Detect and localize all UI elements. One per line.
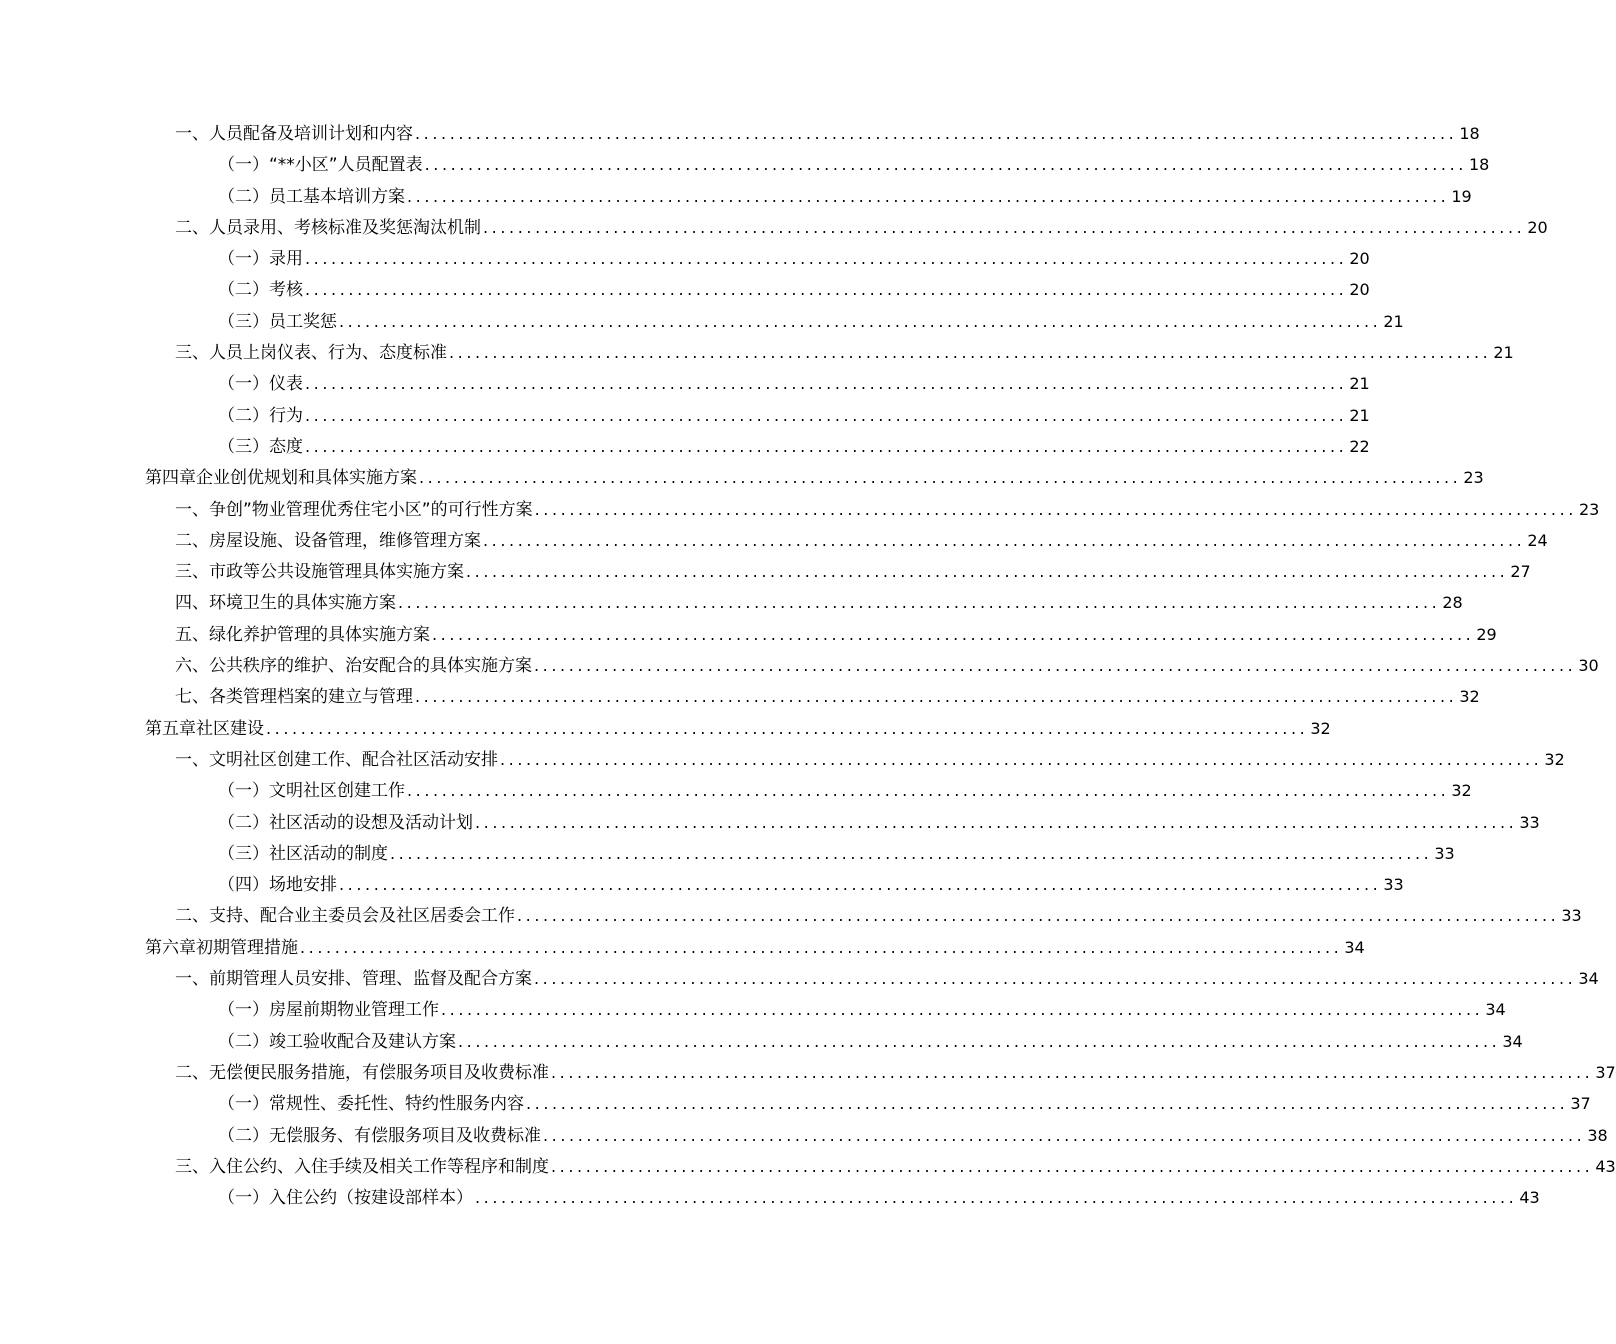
toc-entry[interactable] bbox=[0, 869, 1404, 900]
toc-dot-leader: ........................................................................................................................ bbox=[475, 1188, 1518, 1208]
toc-entry-title: （二）社区活动的设想及活动计划 bbox=[218, 812, 473, 833]
toc-entry[interactable] bbox=[0, 1026, 1523, 1057]
toc-entry[interactable] bbox=[0, 212, 1548, 243]
toc-entry-title: 一、前期管理人员安排、管理、监督及配合方案 bbox=[175, 969, 532, 990]
toc-entry-title: 二、无偿便民服务措施，有偿服务项目及收费标准 bbox=[175, 1062, 549, 1083]
toc-dot-leader: ........................................................................................................................ bbox=[407, 781, 1450, 801]
toc-entry-page-number: 34 bbox=[1344, 937, 1365, 957]
toc-entry-page-number: 21 bbox=[1349, 374, 1370, 394]
toc-dot-leader: ........................................................................................................................ bbox=[449, 343, 1492, 363]
toc-dot-leader: ........................................................................................................................ bbox=[305, 280, 1348, 300]
toc-entry[interactable] bbox=[0, 243, 1370, 274]
toc-dot-leader: ........................................................................................................................ bbox=[483, 530, 1526, 550]
toc-entry-page-number: 33 bbox=[1383, 875, 1404, 895]
toc-entry-title: （二）行为 bbox=[218, 405, 303, 426]
toc-entry-title: （三）员工奖惩 bbox=[218, 311, 337, 332]
toc-dot-leader: ........................................................................................................................ bbox=[526, 1094, 1569, 1114]
toc-entry-page-number: 32 bbox=[1310, 718, 1331, 738]
toc-dot-leader: ........................................................................................................................ bbox=[534, 969, 1577, 989]
toc-entry-title: （一）常规性、委托性、特约性服务内容 bbox=[218, 1094, 524, 1115]
table-of-contents bbox=[0, 118, 1616, 1213]
toc-dot-leader: ........................................................................................................................ bbox=[551, 1062, 1594, 1082]
toc-entry-page-number: 19 bbox=[1451, 186, 1472, 206]
toc-entry-page-number: 21 bbox=[1349, 405, 1370, 425]
toc-entry-title: （二）员工基本培训方案 bbox=[218, 186, 405, 207]
toc-entry-page-number: 27 bbox=[1510, 562, 1531, 582]
toc-entry[interactable] bbox=[0, 1151, 1616, 1182]
toc-entry-title: （一）仪表 bbox=[218, 374, 303, 395]
toc-entry-page-number: 18 bbox=[1459, 124, 1480, 143]
toc-entry[interactable] bbox=[0, 775, 1472, 806]
toc-dot-leader: ........................................................................................................................ bbox=[419, 468, 1462, 488]
toc-entry[interactable] bbox=[0, 149, 1490, 180]
toc-entry-page-number: 32 bbox=[1451, 781, 1472, 801]
toc-entry[interactable] bbox=[0, 368, 1370, 399]
toc-entry-title: 五、绿化养护管理的具体实施方案 bbox=[175, 624, 430, 645]
toc-entry-title: 二、房屋设施、设备管理，维修管理方案 bbox=[175, 530, 481, 551]
toc-entry-title: （二）竣工验收配合及建认方案 bbox=[218, 1031, 456, 1052]
toc-dot-leader: ........................................................................................................................ bbox=[466, 562, 1509, 582]
toc-entry[interactable] bbox=[0, 337, 1514, 368]
toc-dot-leader: ........................................................................................................................ bbox=[415, 687, 1458, 707]
toc-dot-leader: ........................................................................................................................ bbox=[415, 124, 1458, 143]
toc-dot-leader: ........................................................................................................................ bbox=[305, 249, 1348, 269]
toc-dot-leader: ........................................................................................................................ bbox=[305, 405, 1348, 425]
toc-entry-title: （一）房屋前期物业管理工作 bbox=[218, 1000, 439, 1021]
toc-entry[interactable] bbox=[0, 1057, 1616, 1088]
toc-dot-leader: ........................................................................................................................ bbox=[500, 749, 1543, 769]
toc-entry-page-number: 29 bbox=[1476, 624, 1497, 644]
toc-entry[interactable] bbox=[0, 462, 1484, 493]
toc-entry[interactable] bbox=[0, 431, 1370, 462]
toc-entry[interactable] bbox=[0, 587, 1463, 618]
toc-entry-title: （四）场地安排 bbox=[218, 875, 337, 896]
toc-entry[interactable] bbox=[0, 807, 1540, 838]
toc-dot-leader: ........................................................................................................................ bbox=[407, 186, 1450, 206]
toc-entry-page-number: 37 bbox=[1570, 1094, 1591, 1114]
toc-entry[interactable] bbox=[0, 118, 1480, 149]
toc-entry-title: 二、支持、配合业主委员会及社区居委会工作 bbox=[175, 906, 515, 927]
toc-entry[interactable] bbox=[0, 1120, 1608, 1151]
toc-dot-leader: ........................................................................................................................ bbox=[441, 1000, 1484, 1020]
toc-entry[interactable] bbox=[0, 556, 1531, 587]
toc-entry-title: （一）入住公约（按建设部样本） bbox=[218, 1188, 473, 1209]
toc-entry-page-number: 20 bbox=[1349, 280, 1370, 300]
toc-entry-title: （一）“**小区”人员配置表 bbox=[218, 155, 423, 176]
toc-entry-page-number: 34 bbox=[1485, 1000, 1506, 1020]
toc-dot-leader: ........................................................................................................................ bbox=[424, 155, 1467, 175]
toc-entry-title: （三）态度 bbox=[218, 436, 303, 457]
toc-dot-leader: ........................................................................................................................ bbox=[339, 875, 1382, 895]
toc-dot-leader: ........................................................................................................................ bbox=[339, 311, 1382, 331]
toc-entry[interactable] bbox=[0, 713, 1331, 744]
toc-entry-title: （二）无偿服务、有偿服务项目及收费标准 bbox=[218, 1125, 541, 1146]
toc-dot-leader: ........................................................................................................................ bbox=[432, 624, 1475, 644]
toc-dot-leader: ........................................................................................................................ bbox=[305, 436, 1348, 456]
toc-entry[interactable] bbox=[0, 744, 1565, 775]
toc-dot-leader: ........................................................................................................................ bbox=[551, 1156, 1594, 1176]
toc-entry[interactable] bbox=[0, 1088, 1591, 1119]
toc-entry[interactable] bbox=[0, 1182, 1540, 1213]
toc-dot-leader: ........................................................................................................................ bbox=[305, 374, 1348, 394]
toc-entry-page-number: 34 bbox=[1578, 969, 1599, 989]
toc-entry-page-number: 32 bbox=[1459, 687, 1480, 707]
toc-entry[interactable] bbox=[0, 681, 1480, 712]
toc-entry-title: （三）社区活动的制度 bbox=[218, 843, 388, 864]
toc-entry-page-number: 18 bbox=[1468, 155, 1490, 175]
toc-dot-leader: ........................................................................................................................ bbox=[517, 906, 1560, 926]
toc-dot-leader: ........................................................................................................................ bbox=[534, 656, 1577, 676]
toc-entry-page-number: 43 bbox=[1595, 1156, 1616, 1176]
toc-entry-page-number: 22 bbox=[1349, 436, 1370, 456]
toc-dot-leader: ........................................................................................................................ bbox=[398, 593, 1441, 613]
toc-entry[interactable] bbox=[0, 494, 1600, 525]
toc-entry-title: （二）考核 bbox=[218, 280, 303, 301]
toc-entry[interactable] bbox=[0, 838, 1455, 869]
toc-dot-leader: ........................................................................................................................ bbox=[458, 1031, 1501, 1051]
toc-entry-title: 第四章企业创优规划和具体实施方案 bbox=[145, 468, 417, 489]
toc-entry-page-number: 34 bbox=[1502, 1031, 1523, 1051]
toc-entry-title: 三、入住公约、入住手续及相关工作等程序和制度 bbox=[175, 1156, 549, 1177]
toc-entry-title: 三、人员上岗仪表、行为、态度标准 bbox=[175, 343, 447, 364]
toc-entry-title: 四、环境卫生的具体实施方案 bbox=[175, 593, 396, 614]
toc-entry-title: 二、人员录用、考核标准及奖惩淘汰机制 bbox=[175, 217, 481, 238]
toc-entry-page-number: 28 bbox=[1442, 593, 1463, 613]
toc-entry-page-number: 37 bbox=[1595, 1062, 1616, 1082]
toc-entry-page-number: 30 bbox=[1578, 656, 1599, 676]
toc-dot-leader: ........................................................................................................................ bbox=[300, 937, 1343, 957]
toc-entry[interactable] bbox=[0, 619, 1497, 650]
toc-entry[interactable] bbox=[0, 400, 1370, 431]
toc-entry-page-number: 20 bbox=[1349, 249, 1370, 269]
toc-entry[interactable] bbox=[0, 181, 1472, 212]
toc-entry[interactable] bbox=[0, 274, 1370, 305]
toc-entry-page-number: 32 bbox=[1544, 749, 1565, 769]
toc-entry[interactable] bbox=[0, 994, 1506, 1025]
toc-entry-title: （一）文明社区创建工作 bbox=[218, 781, 405, 802]
toc-entry-page-number: 33 bbox=[1434, 843, 1455, 863]
toc-entry-page-number: 43 bbox=[1519, 1188, 1540, 1208]
toc-entry[interactable] bbox=[0, 650, 1599, 681]
toc-entry-title: 一、争创”物业管理优秀住宅小区”的可行性方案 bbox=[175, 499, 533, 520]
toc-entry-page-number: 33 bbox=[1561, 906, 1582, 926]
toc-entry-title: 七、各类管理档案的建立与管理 bbox=[175, 687, 413, 708]
toc-dot-leader: ........................................................................................................................ bbox=[483, 217, 1526, 237]
toc-entry-title: 一、文明社区创建工作、配合社区活动安排 bbox=[175, 749, 498, 770]
toc-entry-title: 第六章初期管理措施 bbox=[145, 937, 298, 958]
toc-entry-title: 六、公共秩序的维护、治安配合的具体实施方案 bbox=[175, 656, 532, 677]
toc-entry-title: 三、市政等公共设施管理具体实施方案 bbox=[175, 562, 464, 583]
toc-entry[interactable] bbox=[0, 932, 1365, 963]
toc-entry-page-number: 23 bbox=[1578, 499, 1600, 519]
toc-entry-title: 一、人员配备及培训计划和内容 bbox=[175, 124, 413, 144]
toc-dot-leader: ........................................................................................................................ bbox=[534, 499, 1577, 519]
toc-entry-title: 第五章社区建设 bbox=[145, 718, 264, 739]
toc-entry-page-number: 23 bbox=[1463, 468, 1484, 488]
toc-dot-leader: ........................................................................................................................ bbox=[543, 1125, 1586, 1145]
toc-entry-page-number: 21 bbox=[1493, 343, 1514, 363]
toc-entry-title: （一）录用 bbox=[218, 249, 303, 270]
toc-entry-page-number: 33 bbox=[1519, 812, 1540, 832]
toc-entry-page-number: 24 bbox=[1527, 530, 1548, 550]
toc-dot-leader: ........................................................................................................................ bbox=[390, 843, 1433, 863]
toc-dot-leader: ........................................................................................................................ bbox=[475, 812, 1518, 832]
toc-dot-leader: ........................................................................................................................ bbox=[266, 718, 1309, 738]
toc-entry-page-number: 20 bbox=[1527, 217, 1548, 237]
toc-entry-page-number: 38 bbox=[1587, 1125, 1608, 1145]
toc-entry[interactable] bbox=[0, 963, 1599, 994]
toc-entry[interactable] bbox=[0, 306, 1404, 337]
toc-entry-page-number: 21 bbox=[1383, 311, 1404, 331]
toc-entry[interactable] bbox=[0, 525, 1548, 556]
toc-entry[interactable] bbox=[0, 900, 1582, 931]
